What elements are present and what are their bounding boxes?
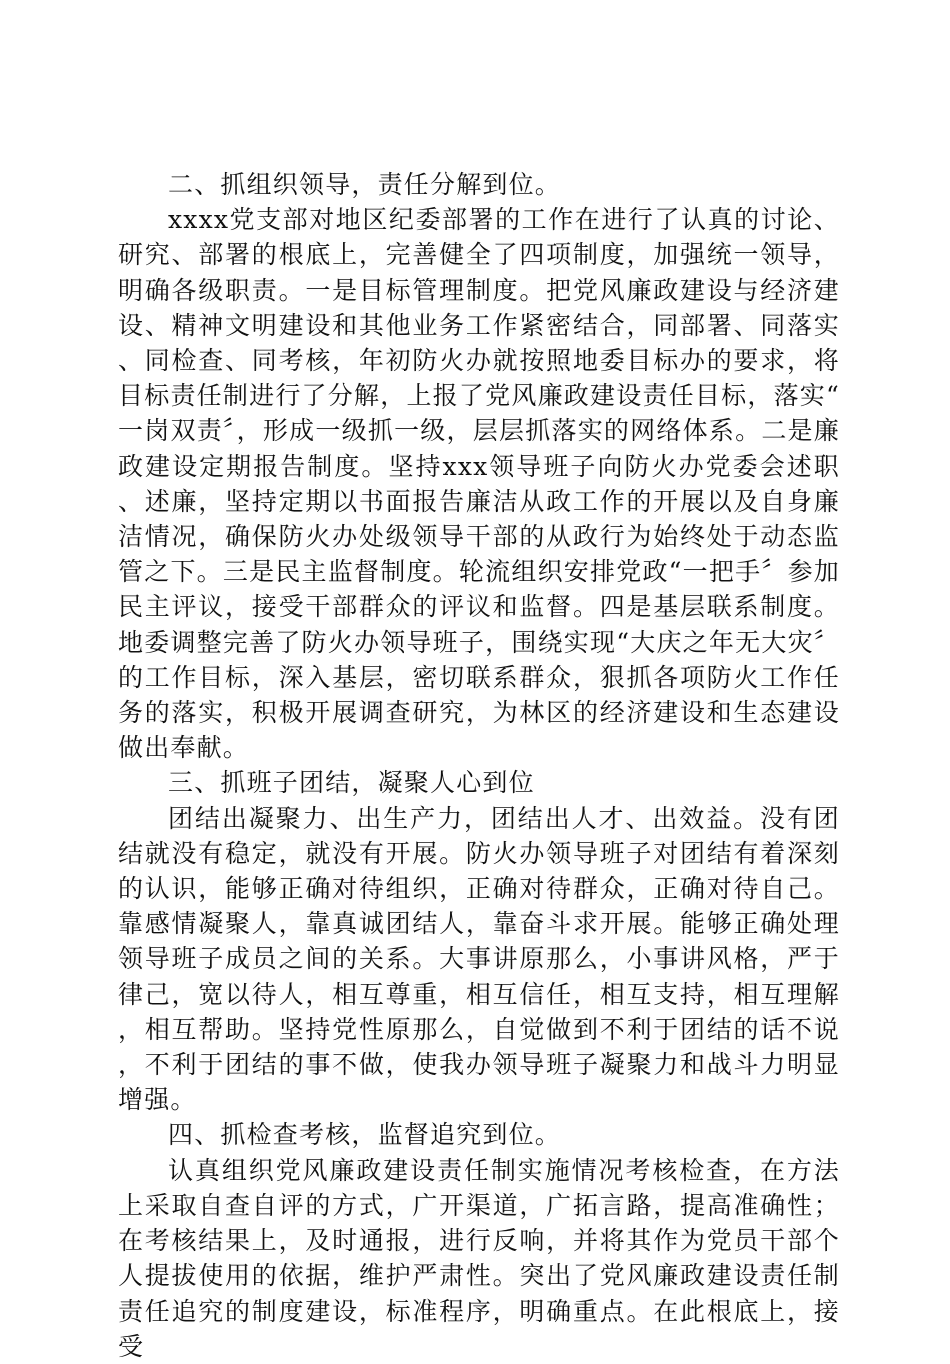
document-body [118, 167, 840, 1364]
section-heading-2: 二、抓组织领导，责任分解到位。 [168, 170, 562, 199]
section-heading-4: 四、抓检查考核，监督追究到位。 [168, 1120, 562, 1150]
section-heading-3: 三、抓班子团结，凝聚人心到位 [168, 768, 535, 798]
paragraph-unity: 团结出凝聚力、出生产力，团结出人才、出效益。没有团结就没有稳定，就没有开展。防火办领导班子对团结有着深刻的认识，能够正确对待组织，正确对待群众，正确对待自己。靠感情凝聚人，靠真诚团结人，靠奋斗求开展。能够正确处理领导班子成员之间的关系。大事讲原那么，小事讲风格，严于律己，宽以待人，相互尊重，相互信任，相互支持，相互理解，相互帮助。坚持党性原那么，自觉做到不利于团结的话不说，不利于团结的事不做，使我办领导班子凝聚力和战斗力明显增强。 [118, 803, 840, 1115]
paragraph-institutions: xxxx党支部对地区纪委部署的工作在进行了认真的讨论、研究、部署的根底上，完善健全了四项制度，加强统一领导，明确各级职责。一是目标管理制度。把党风廉政建设与经济建设、精神文明建设和其他业务工作紧密结合，同部署、同落实、同检查、同考核，年初防火办就按照地委目标办的要求，将目标责任制进行了分解，上报了党风廉政建设责任目标，落实“一岗双责〞，形成一级抓一级，层层抓落实的网络体系。二是廉政建设定期报告制度。坚持xxx领导班子向防火办党委会述职、述廉，坚持定期以书面报告廉洁从政工作的开展以及自身廉洁情况，确保防火办处级领导干部的从政行为始终处于动态监管之下。三是民主监督制度。轮流组织安排党政“一把手〞参加民主评议，接受干部群众的评议和监督。四是基层联系制度。地委调整完善了防火办领导班子，围绕实现“大庆之年无大灾〞的工作目标，深入基层，密切联系群众，狠抓各项防火工作任务的落实，积极开展调查研究，为林区的经济建设和生态建设做出奉献。 [118, 205, 840, 763]
paragraph-inspection: 认真组织党风廉政建设责任制实施情况考核检查，在方法上采取自查自评的方式，广开渠道，广拓言路，提高准确性；在考核结果上，及时通报，进行反响，并将其作为党员干部个人提拔使用的依据，维护严肃性。突出了党风廉政建设责任制责任追究的制度建设，标准程序，明确重点。在此根底上，接受 [118, 1155, 840, 1361]
